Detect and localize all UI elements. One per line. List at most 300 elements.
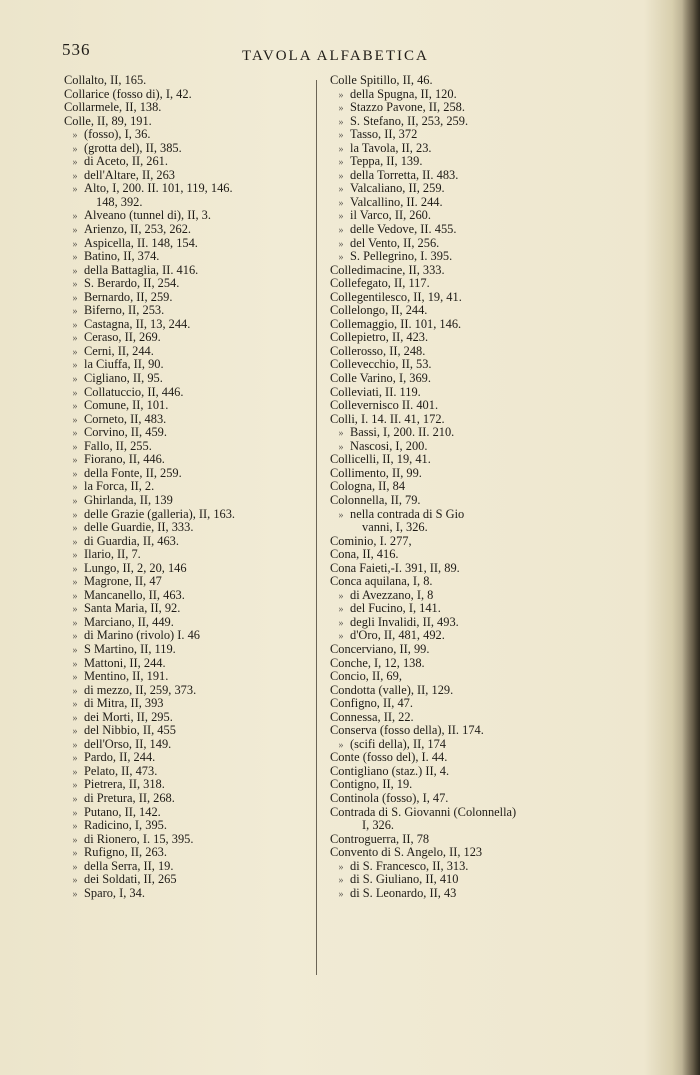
index-entry [330, 643, 592, 657]
ditto-mark-icon: » [338, 184, 344, 196]
index-entry [330, 142, 592, 156]
index-entry-text: Contrada di S. Giovanni (Colonnella) [330, 804, 517, 819]
index-entry-text: Alveano (tunnel di), II, 3. [84, 208, 211, 223]
ditto-mark-icon: » [72, 441, 78, 453]
index-entry-text: Colleviati, II. 119. [330, 384, 421, 399]
index-entry-text: Mattoni, II, 244. [84, 655, 166, 670]
index-entry-text: Magrone, II, 47 [84, 574, 162, 589]
index-entry [330, 508, 592, 522]
index-entry-text: Contigno, II, 19. [330, 777, 413, 792]
ditto-mark-icon: » [338, 739, 344, 751]
ditto-mark-icon: » [72, 401, 78, 413]
ditto-mark-icon: » [72, 238, 78, 250]
ditto-mark-icon: » [72, 563, 78, 575]
index-entry-text: la Ciuffa, II, 90. [84, 357, 164, 372]
index-entry-text: Cologna, II, 84 [330, 479, 406, 494]
ditto-mark-icon: » [72, 604, 78, 616]
ditto-mark-icon: » [338, 888, 344, 900]
index-entry [330, 264, 592, 278]
index-entry [64, 250, 312, 264]
index-entry [64, 738, 312, 752]
ditto-mark-icon: » [72, 225, 78, 237]
index-entry-text: Bassi, I, 200. II. 210. [350, 425, 455, 440]
index-entry [330, 440, 592, 454]
index-entry-text: 148, 392. [96, 194, 143, 209]
ditto-mark-icon: » [72, 631, 78, 643]
ditto-mark-icon: » [72, 888, 78, 900]
index-entry [330, 616, 592, 630]
index-entry-text: Bernardo, II, 259. [84, 289, 173, 304]
index-entry-text: Pardo, II, 244. [84, 750, 156, 765]
index-entry-text: vanni, I, 326. [362, 520, 428, 535]
ditto-mark-icon: » [72, 550, 78, 562]
index-entry-text: Valcaliano, II, 259. [350, 181, 445, 196]
index-entry-text: Pelato, II, 473. [84, 763, 158, 778]
index-entry-text: S. Berardo, II, 254. [84, 276, 180, 291]
index-entry [64, 101, 312, 115]
ditto-mark-icon: » [72, 848, 78, 860]
ditto-mark-icon: » [72, 306, 78, 318]
index-entry [330, 331, 592, 345]
index-entry [330, 494, 592, 508]
ditto-mark-icon: » [72, 523, 78, 535]
index-entry-text: Santa Maria, II, 92. [84, 601, 181, 616]
index-entry-text: dell'Altare, II, 263 [84, 167, 175, 182]
index-entry-text: Colle, II, 89, 191. [64, 113, 152, 128]
ditto-mark-icon: » [72, 821, 78, 833]
index-entry-text: Conche, I, 12, 138. [330, 655, 425, 670]
ditto-mark-icon: » [72, 319, 78, 331]
index-entry-text: della Fonte, II, 259. [84, 465, 182, 480]
ditto-mark-icon: » [72, 644, 78, 656]
index-entry-text: Colonnella, II, 79. [330, 492, 421, 507]
index-entry [330, 589, 592, 603]
index-entry-text: Nascosi, I, 200. [350, 438, 428, 453]
ditto-mark-icon: » [72, 834, 78, 846]
index-entry-text: Continola (fosso), I, 47. [330, 790, 449, 805]
index-entry [330, 426, 592, 440]
ditto-mark-icon: » [72, 739, 78, 751]
index-entry-text: di Guardia, II, 463. [84, 533, 179, 548]
ditto-mark-icon: » [72, 672, 78, 684]
index-entry-text: del Fucino, I, 141. [350, 601, 441, 616]
index-entry [330, 209, 592, 223]
index-entry-text: Sparo, I, 34. [84, 885, 145, 900]
index-entry-text: Cigliano, II, 95. [84, 371, 163, 386]
index-entry [330, 629, 592, 643]
index-entry [330, 196, 592, 210]
index-entry [330, 318, 592, 332]
index-entry-text: Collelongo, II, 244. [330, 303, 428, 318]
ditto-mark-icon: » [338, 197, 344, 209]
ditto-mark-icon: » [338, 861, 344, 873]
index-entry [330, 562, 592, 576]
ditto-mark-icon: » [338, 252, 344, 264]
index-entry-text: del Vento, II, 256. [350, 235, 440, 250]
index-entry [330, 345, 592, 359]
ditto-mark-icon: » [72, 346, 78, 358]
running-title: TAVOLA ALFABETICA [242, 48, 429, 64]
ditto-mark-icon: » [72, 468, 78, 480]
index-entry [330, 128, 592, 142]
index-entry-text: S Martino, II, 119. [84, 641, 176, 656]
ditto-mark-icon: » [72, 793, 78, 805]
index-entry [330, 372, 592, 386]
index-entry [330, 453, 592, 467]
index-entry [330, 833, 592, 847]
ditto-mark-icon: » [338, 130, 344, 142]
index-entry [330, 358, 592, 372]
ditto-mark-icon: » [72, 861, 78, 873]
index-entry [64, 806, 312, 820]
ditto-mark-icon: » [72, 590, 78, 602]
index-entry-text: della Serra, II, 19. [84, 858, 174, 873]
index-entry [64, 765, 312, 779]
index-entry-text: di Aceto, II, 261. [84, 154, 168, 169]
index-entry-text: Configno, II, 47. [330, 696, 413, 711]
ditto-mark-icon: » [338, 509, 344, 521]
index-entry-text: Ilario, II, 7. [84, 547, 141, 562]
index-entry-text: di Rionero, I. 15, 395. [84, 831, 194, 846]
index-entry [64, 616, 312, 630]
index-entry [64, 399, 312, 413]
ditto-mark-icon: » [72, 536, 78, 548]
index-entry [330, 399, 592, 413]
index-entry-text: Collicelli, II, 19, 41. [330, 452, 431, 467]
index-entry-text: Mancanello, II, 463. [84, 587, 185, 602]
ditto-mark-icon: » [72, 414, 78, 426]
index-entry [330, 535, 592, 549]
index-entry-text: delle Vedove, II. 455. [350, 222, 457, 237]
index-entry-text: Corneto, II, 483. [84, 411, 167, 426]
index-entry [64, 223, 312, 237]
index-entry-text: Marciano, II, 449. [84, 614, 174, 629]
index-entry [330, 860, 592, 874]
index-entry [64, 467, 312, 481]
index-entry-text: Alto, I, 200. II. 101, 119, 146. [84, 181, 233, 196]
index-entry [64, 724, 312, 738]
ditto-mark-icon: » [72, 184, 78, 196]
index-entry-text: della Torretta, II. 483. [350, 167, 459, 182]
index-entry-text: Conte (fosso del), I. 44. [330, 750, 448, 765]
index-entry-text: Condotta (valle), II, 129. [330, 682, 454, 697]
index-entry-text: delle Grazie (galleria), II, 163. [84, 506, 236, 521]
index-entry-text: Corvino, II, 459. [84, 425, 167, 440]
index-entry [330, 115, 592, 129]
index-entry-text: Colledimacine, II, 333. [330, 262, 445, 277]
index-entry [330, 765, 592, 779]
index-entry [330, 657, 592, 671]
index-entry-text: Aspicella, II. 148, 154. [84, 235, 198, 250]
index-entry [64, 142, 312, 156]
index-entry-text: di Pretura, II, 268. [84, 790, 175, 805]
index-entry [64, 684, 312, 698]
ditto-mark-icon: » [72, 387, 78, 399]
index-entry [64, 670, 312, 684]
ditto-mark-icon: » [72, 252, 78, 264]
index-entry [64, 209, 312, 223]
index-entry-text: Valcallino, II. 244. [350, 194, 443, 209]
index-entry-text: Collevecchio, II, 53. [330, 357, 432, 372]
index-entry-text: Putano, II, 142. [84, 804, 161, 819]
index-entry-text: S. Pellegrino, I. 395. [350, 249, 453, 264]
ditto-mark-icon: » [72, 509, 78, 521]
index-entry [330, 887, 592, 901]
index-entry-text: Lungo, II, 2, 20, 146 [84, 560, 187, 575]
index-entry [64, 453, 312, 467]
index-entry [64, 169, 312, 183]
index-entry-text: Collepietro, II, 423. [330, 330, 429, 345]
index-entry [330, 819, 592, 833]
ditto-mark-icon: » [72, 577, 78, 589]
index-entry [64, 657, 312, 671]
index-entry-text: Collarice (fosso di), I, 42. [64, 86, 192, 101]
index-entry [64, 833, 312, 847]
ditto-mark-icon: » [338, 604, 344, 616]
ditto-mark-icon: » [72, 780, 78, 792]
index-entry [64, 697, 312, 711]
index-entry-text: la Tavola, II, 23. [350, 140, 432, 155]
index-entry [64, 440, 312, 454]
index-entry-text: Cominio, I. 277, [330, 533, 412, 548]
index-entry-text: I, 326. [362, 818, 395, 833]
index-entry [64, 155, 312, 169]
ditto-mark-icon: » [338, 225, 344, 237]
index-entry [64, 237, 312, 251]
index-entry-text: di mezzo, II, 259, 373. [84, 682, 197, 697]
index-entry-text: Collevernisco II. 401. [330, 398, 439, 413]
ditto-mark-icon: » [72, 482, 78, 494]
index-entry [64, 426, 312, 440]
index-entry-text: S. Stefano, II, 253, 259. [350, 113, 469, 128]
ditto-mark-icon: » [338, 428, 344, 440]
ditto-mark-icon: » [72, 726, 78, 738]
index-entry [330, 88, 592, 102]
index-entry-text: di Mitra, II, 393 [84, 696, 164, 711]
index-entry [64, 589, 312, 603]
ditto-mark-icon: » [338, 103, 344, 115]
index-entry-text: Conca aquilana, I, 8. [330, 574, 433, 589]
index-entry [330, 724, 592, 738]
index-entry-text: Stazzo Pavone, II, 258. [350, 100, 465, 115]
index-entry [64, 548, 312, 562]
ditto-mark-icon: » [338, 157, 344, 169]
index-entry [330, 521, 592, 535]
index-entry [64, 480, 312, 494]
index-entry-text: dell'Orso, II, 149. [84, 736, 172, 751]
index-entry-text: Ghirlanda, II, 139 [84, 492, 173, 507]
ditto-mark-icon: » [72, 617, 78, 629]
index-entry [64, 386, 312, 400]
index-entry-text: della Spugna, II, 120. [350, 86, 457, 101]
index-entry [330, 575, 592, 589]
index-entry-text: delle Guardie, II, 333. [84, 520, 194, 535]
index-entry [64, 345, 312, 359]
ditto-mark-icon: » [338, 875, 344, 887]
index-entry-text: Castagna, II, 13, 244. [84, 316, 191, 331]
index-entry [64, 873, 312, 887]
index-column-right [330, 74, 592, 900]
index-entry-text: Fiorano, II, 446. [84, 452, 165, 467]
index-entry [64, 521, 312, 535]
index-entry-text: Concio, II, 69, [330, 669, 402, 684]
ditto-mark-icon: » [338, 116, 344, 128]
index-entry-text: Cerni, II, 244. [84, 343, 154, 358]
index-column-left [64, 74, 312, 900]
index-entry-text: Rufigno, II, 263. [84, 845, 167, 860]
index-entry-text: Arienzo, II, 253, 262. [84, 222, 192, 237]
index-entry [330, 792, 592, 806]
index-entry [64, 508, 312, 522]
index-entry [64, 277, 312, 291]
index-entry [64, 819, 312, 833]
ditto-mark-icon: » [338, 631, 344, 643]
index-entry [64, 643, 312, 657]
index-entry-text: Collegentilesco, II, 19, 41. [330, 289, 462, 304]
index-entry-text: dei Soldati, II, 265 [84, 872, 177, 887]
index-entry [64, 562, 312, 576]
index-entry [64, 846, 312, 860]
index-entry-text: dei Morti, II, 295. [84, 709, 173, 724]
index-entry-text: Colli, I. 14. II. 41, 172. [330, 411, 445, 426]
ditto-mark-icon: » [72, 279, 78, 291]
ditto-mark-icon: » [72, 292, 78, 304]
index-entry-text: Colle Spitillo, II, 46. [330, 73, 433, 87]
index-entry [64, 304, 312, 318]
index-entry-text: Controguerra, II, 78 [330, 831, 430, 846]
index-entry-text: di Marino (rivolo) I. 46 [84, 628, 200, 643]
index-entry [330, 873, 592, 887]
index-entry-text: Collemaggio, II. 101, 146. [330, 316, 462, 331]
index-entry [64, 115, 312, 129]
index-entry-text: Colle Varino, I, 369. [330, 371, 431, 386]
index-entry [64, 575, 312, 589]
index-entry-text: d'Oro, II, 481, 492. [350, 628, 445, 643]
ditto-mark-icon: » [338, 211, 344, 223]
index-entry [330, 467, 592, 481]
ditto-mark-icon: » [72, 157, 78, 169]
index-entry-text: del Nibbio, II, 455 [84, 723, 176, 738]
index-entry-text: nella contrada di S Gio [350, 506, 465, 521]
index-entry-text: della Battaglia, II. 416. [84, 262, 199, 277]
index-entry-text: (grotta del), II, 385. [84, 140, 182, 155]
index-entry-text: di S. Giuliano, II, 410 [350, 872, 459, 887]
index-entry [330, 182, 592, 196]
index-entry [330, 101, 592, 115]
index-entry [64, 494, 312, 508]
ditto-mark-icon: » [72, 360, 78, 372]
index-entry [64, 318, 312, 332]
index-entry [330, 751, 592, 765]
index-entry [330, 738, 592, 752]
ditto-mark-icon: » [72, 753, 78, 765]
index-entry-text: di S. Leonardo, II, 43 [350, 885, 457, 900]
index-entry [64, 291, 312, 305]
index-entry-text: Tasso, II, 372 [350, 127, 418, 142]
index-entry-text: Collerosso, II, 248. [330, 343, 426, 358]
ditto-mark-icon: » [72, 143, 78, 155]
index-entry-text: Collefegato, II, 117. [330, 276, 430, 291]
index-entry [64, 711, 312, 725]
index-entry [64, 74, 312, 88]
index-entry [330, 548, 592, 562]
ditto-mark-icon: » [72, 807, 78, 819]
index-entry [64, 264, 312, 278]
index-entry [64, 535, 312, 549]
index-entry-text: Comune, II, 101. [84, 398, 169, 413]
index-entry [64, 372, 312, 386]
page-number: 536 [62, 40, 91, 59]
index-entry [64, 196, 312, 210]
index-entry [330, 778, 592, 792]
ditto-mark-icon: » [72, 455, 78, 467]
ditto-mark-icon: » [338, 170, 344, 182]
index-entry-text: Collimento, II, 99. [330, 465, 422, 480]
ditto-mark-icon: » [72, 130, 78, 142]
index-entry [330, 711, 592, 725]
ditto-mark-icon: » [338, 238, 344, 250]
index-entry [64, 182, 312, 196]
index-entry [330, 846, 592, 860]
index-entry-text: Batino, II, 374. [84, 249, 160, 264]
index-entry-text: Pietrera, II, 318. [84, 777, 165, 792]
index-entry [64, 887, 312, 901]
ditto-mark-icon: » [72, 265, 78, 277]
index-entry [64, 751, 312, 765]
ditto-mark-icon: » [72, 875, 78, 887]
index-entry [64, 331, 312, 345]
index-entry-text: Conserva (fosso della), II. 174. [330, 723, 484, 738]
index-entry-text: Mentino, II, 191. [84, 669, 169, 684]
index-entry [330, 670, 592, 684]
ditto-mark-icon: » [72, 712, 78, 724]
ditto-mark-icon: » [72, 658, 78, 670]
index-entry-text: Ceraso, II, 269. [84, 330, 161, 345]
ditto-mark-icon: » [72, 766, 78, 778]
ditto-mark-icon: » [72, 170, 78, 182]
index-entry [330, 602, 592, 616]
ditto-mark-icon: » [72, 211, 78, 223]
column-divider [316, 80, 317, 975]
index-entry [330, 386, 592, 400]
index-entry-text: Concerviano, II, 99. [330, 641, 430, 656]
index-entry [330, 169, 592, 183]
index-entry [330, 697, 592, 711]
index-entry [64, 413, 312, 427]
index-entry [330, 304, 592, 318]
index-entry-text: Biferno, II, 253. [84, 303, 165, 318]
index-entry-text: Convento di S. Angelo, II, 123 [330, 845, 483, 860]
index-entry-text: di S. Francesco, II, 313. [350, 858, 469, 873]
index-entry-text: Connessa, II, 22. [330, 709, 414, 724]
index-entry-text: (fosso), I, 36. [84, 127, 151, 142]
ditto-mark-icon: » [72, 333, 78, 345]
index-entry-text: la Forca, II, 2. [84, 479, 155, 494]
ditto-mark-icon: » [338, 143, 344, 155]
index-entry-text: (scifi della), II, 174 [350, 736, 446, 751]
index-entry [330, 684, 592, 698]
index-entry [330, 223, 592, 237]
book-spine-shadow [682, 0, 700, 1075]
index-entry-text: Cona, II, 416. [330, 547, 399, 562]
ditto-mark-icon: » [72, 495, 78, 507]
ditto-mark-icon: » [72, 428, 78, 440]
index-entry [330, 250, 592, 264]
index-entry [330, 74, 592, 88]
index-entry-text: il Varco, II, 260. [350, 208, 431, 223]
index-entry-text: Collarmele, II, 138. [64, 100, 162, 115]
index-entry-text: Collatuccio, II, 446. [84, 384, 184, 399]
